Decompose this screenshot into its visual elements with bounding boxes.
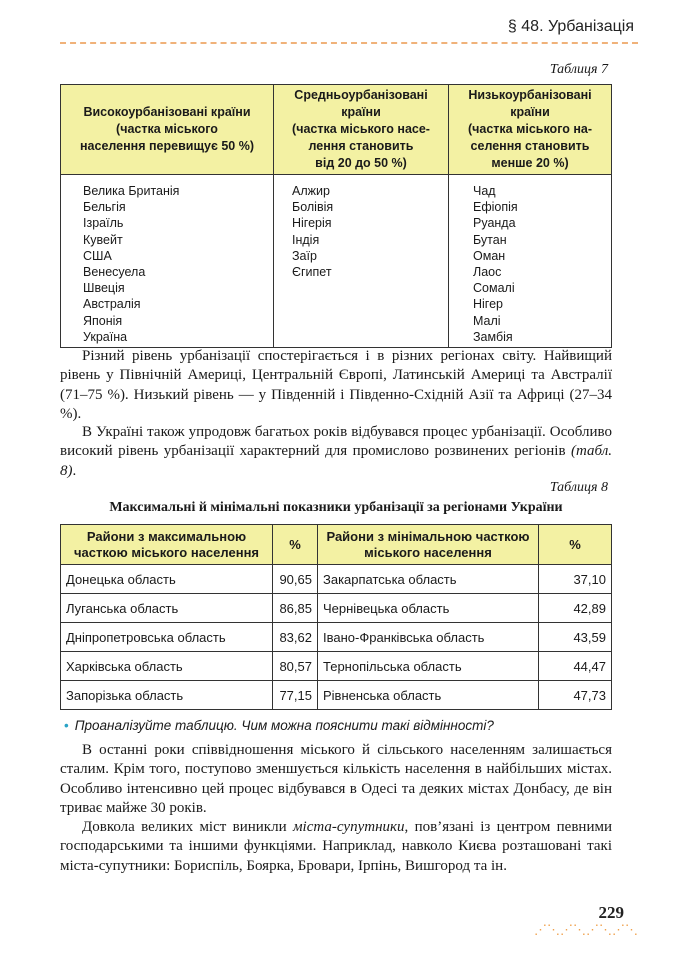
list-item: Індія [292,232,320,247]
table-row: Дніпропетровська область 83,62 Івано-Франківська область 43,59 [61,623,612,652]
table-row: Харківська область 80,57 Тернопільська область 44,47 [61,652,612,681]
list-item: Швеція [83,281,125,296]
list-item: Болівія [292,200,334,215]
list-item: Бутан [473,232,507,247]
table-row: Донецька область 90,65 Закарпатська область 37,10 [61,565,612,594]
page-number: 229 [598,903,624,922]
list-item: Малі [473,313,501,328]
list-item: Нігер [473,297,503,312]
table7-header-high: Високоурбанізовані країни (частка міського населення перевищує 50 %) [61,85,274,175]
ornament-icon: ⋰⋱⋰⋱⋰⋱⋰⋱ [534,922,638,937]
list-item: Ефіопія [473,200,518,215]
list-item: Венесуела [83,265,146,280]
list-item: Японія [83,313,123,328]
table7-col-mid [274,175,449,348]
table-row: Луганська область 86,85 Чернівецька область 42,89 [61,594,612,623]
table7-col-high [61,175,274,348]
table7-header-low: Низькоурбанізовані країни (частка міського на- селення становить менше 20 %) [449,85,612,175]
list-item: Велика Британія [83,184,180,198]
list-item: Ізраїль [83,216,124,231]
list-item: Сомалі [473,281,515,296]
list-item: Замбія [473,329,513,344]
table8-title: Максимальні й мінімальні показники урбанізації за регіонами України [109,500,563,515]
list-item: Україна [83,329,128,344]
table8-header-min-pct: % [539,525,612,565]
list-item: Алжир [292,184,330,198]
header-divider [60,42,638,44]
table7 [60,84,612,348]
table-row: Запорізька область 77,15 Рівненська область 47,73 [61,681,612,710]
table7-caption: Таблиця 7 [549,62,608,77]
list-item: Заїр [292,248,317,263]
list-item: Лаос [473,265,502,280]
list-item: Єгипет [292,265,332,280]
paragraph-3: В останні роки співвідношення міського й сільського населенням залишається сталим. Крім того, поступово зменшується кількість населення в найбільших містах. Особливо інтенсивно цей процес відбувався в Одесі та деяких містах Донбасу, де він триває майже 30 років. [60,742,612,816]
question-prompt: • Проаналізуйте таблицю. Чим можна пояснити такі відмінності? [64,718,494,733]
section-header: § 48. Урбанізація [507,18,634,35]
list-item: США [83,248,112,263]
table7-col-low [449,175,612,348]
table8-header-max-region: Райони з максимальною часткою міського населення [61,525,273,565]
paragraph-2: В Україні також упродовж багатьох років відбувався процес урбанізації. Особливо високий рівень урбанізації характерний для промислово розвинених регіонів (табл. 8). [60,424,612,479]
list-item: Бельгія [83,200,126,215]
table8 [60,524,612,710]
list-item: Чад [473,184,496,198]
list-item: Руанда [473,216,516,231]
list-item: Кувейт [83,232,123,247]
table8-caption: Таблиця 8 [549,480,608,495]
table8-header-min-region: Райони з мінімальною часткою міського населення [318,525,539,565]
list-item: Австралія [83,297,141,312]
emphasis-term: міста-супутники [292,819,405,835]
table7-header-mid: Средньоурбанізовані країни (частка міського насе- лення становить від 20 до 50 %) [274,85,449,175]
list-item: Оман [473,248,506,263]
list-item: Нігерія [292,216,332,231]
table8-header-max-pct: % [273,525,318,565]
table-reference: (табл. 8) [60,443,612,479]
paragraph-4: Довкола великих міст виникли міста-супутники, пов’язані із центром певними господарськими та іншими функціями. Наприклад, навколо Києва розташовані такі міста-супутники: Бориспіль, Боярка, Бровари, Ірпінь, Вишгород та ін. [60,819,612,874]
paragraph-1: Різний рівень урбанізації спостерігається і в різних регіонах світу. Найвищий рівень у Північній Америці, Центральній Європі, Латинській Америці та Австралії (71–75 %). Низький рівень — у Південній і Південно-Східній Азії та Африці (27–34 %). [60,348,612,422]
bullet-icon: • [64,718,69,733]
